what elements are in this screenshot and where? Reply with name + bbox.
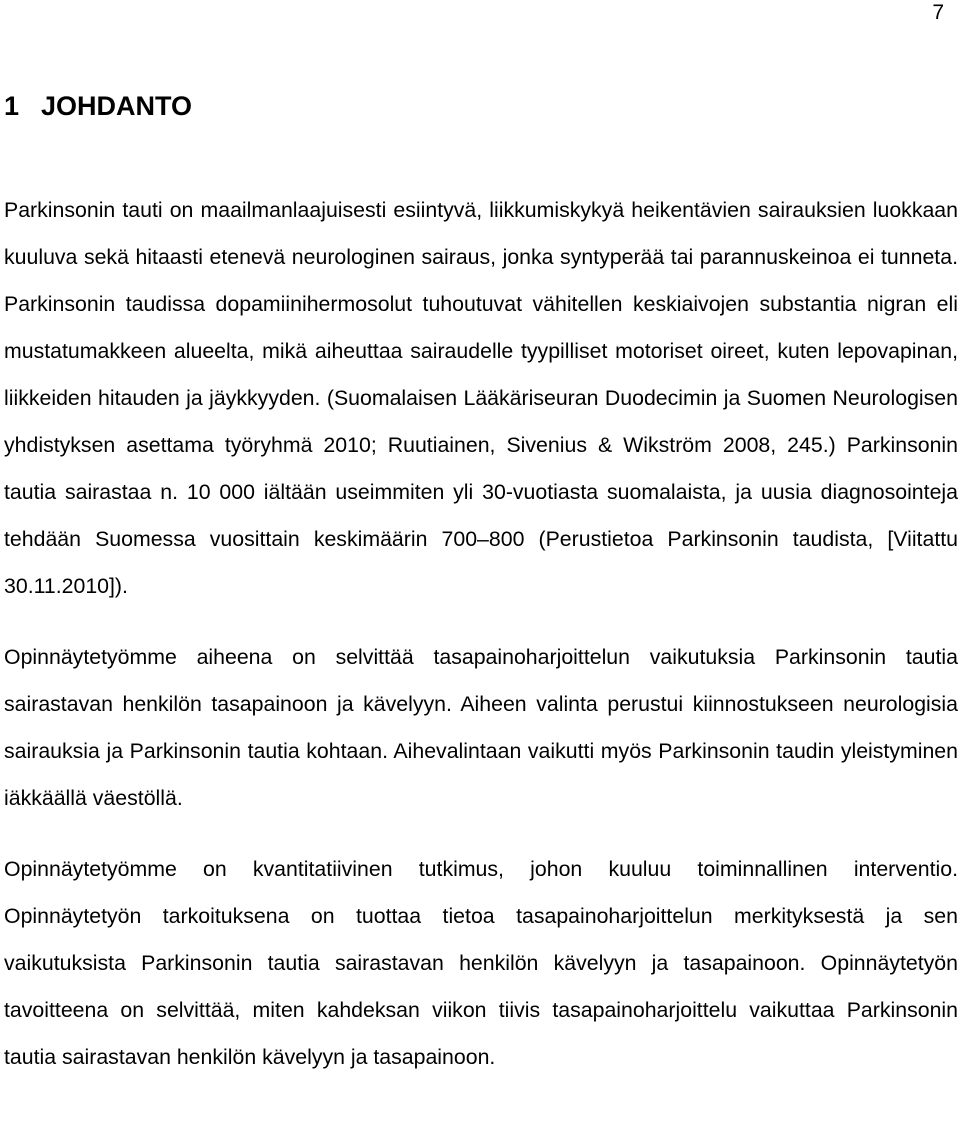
chapter-heading [4, 90, 192, 122]
paragraph-topic: Opinnäytetyömme aiheena on selvittää tasapainoharjoittelun vaikutuksia Parkinsonin tautia sairastavan henkilön tasapainoon ja kävelyyn. Aiheen valinta perustui kiinnostukseen neurologisia sairauksia ja Parkinsonin tautia kohtaan. Aihevalintaan vaikutti myös Parkinsonin taudin yleistyminen iäkkäällä väestöllä. [4, 645, 958, 810]
chapter-body [4, 187, 958, 1105]
chapter-number: 1 [4, 91, 20, 121]
chapter-title: JOHDANTO [41, 91, 193, 121]
page-number: 7 [932, 1, 944, 24]
paragraph-purpose: Opinnäytetyömme on kvantitatiivinen tutkimus, johon kuuluu toiminnallinen interventio. Opinnäytetyön tarkoituksena on tuottaa tietoa tasapainoharjoittelun merkityksestä ja sen vaikutuksista Parkinsonin tautia sairastavan henkilön kävelyyn ja tasapainoon. Opinnäytetyön tavoitteena on selvittää, miten kahdeksan viikon tiivis tasapainoharjoittelu vaikuttaa Parkinsonin tautia sairastavan henkilön kävelyyn ja tasapainoon. [4, 857, 958, 1069]
paragraph-intro: Parkinsonin tauti on maailmanlaajuisesti esiintyvä, liikkumiskykyä heikentävien sairauksien luokkaan kuuluva sekä hitaasti etenevä neurologinen sairaus, jonka syntyperää tai parannuskeinoa ei tunneta. Parkinsonin taudissa dopamiinihermosolut tuhoutuvat vähitellen keskiaivojen substantia nigran eli mustatumakkeen alueelta, mikä aiheuttaa sairaudelle tyypilliset motoriset oireet, kuten lepovapinan, liikkeiden hitauden ja jäykkyyden. (Suomalaisen Lääkäriseuran Duodecimin ja Suomen Neurologisen yhdistyksen asettama työryhmä 2010; Ruutiainen, Sivenius & Wikström 2008, 245.) Parkinsonin tautia sairastaa n. 10 000 iältään useimmiten yli 30-vuotiasta suomalaista, ja uusia diagnosointeja tehdään Suomessa vuosittain keskimäärin 700–800 (Perustietoa Parkinsonin taudista, [Viitattu 30.11.2010]). [4, 198, 958, 598]
